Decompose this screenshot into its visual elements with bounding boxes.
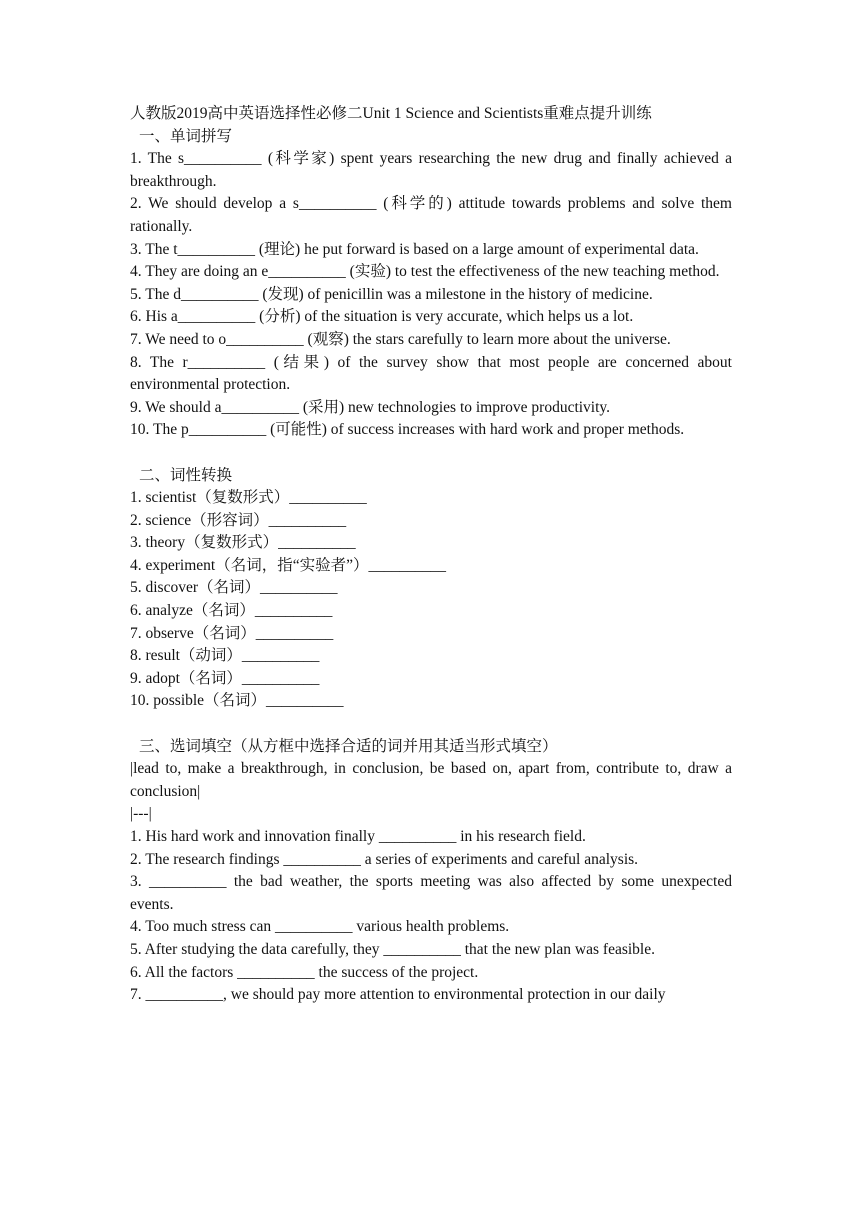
word-form-item: 7. observe（名词）__________: [130, 624, 334, 642]
fill-in-item: 7. __________, we should pay more attention to environmental protection in our daily: [130, 986, 666, 1004]
spelling-item: 8. The r__________ (结果) of the survey show that most people are concerned about environmental protection.: [130, 353, 732, 394]
word-form-item: 1. scientist（复数形式）__________: [130, 489, 367, 507]
word-form-item: 3. theory（复数形式）__________: [130, 534, 356, 552]
spelling-item: 7. We need to o__________ (观察) the stars carefully to learn more about the universe.: [130, 330, 671, 348]
section-heading-fill-in: 三、选词填空（从方框中选择合适的词并用其适当形式填空）: [139, 737, 558, 755]
section-heading-word-forms: 二、词性转换: [139, 466, 233, 484]
fill-in-item: 4. Too much stress can __________ various health problems.: [130, 918, 510, 936]
fill-in-item: 6. All the factors __________ the success of the project.: [130, 963, 479, 981]
document-page: [130, 103, 732, 1007]
word-form-item: 8. result（动词）__________: [130, 647, 320, 665]
word-form-item: 10. possible（名词）__________: [130, 692, 344, 710]
spelling-item: 10. The p__________ (可能性) of success increases with hard work and proper methods.: [130, 421, 685, 439]
section-gap: [130, 442, 732, 465]
spelling-item: 1. The s__________ (科学家) spent years researching the new drug and finally achieved a breakthrough.: [130, 150, 732, 190]
fill-in-item: 3. __________ the bad weather, the sports meeting was also affected by some unexpected events.: [130, 873, 732, 913]
word-form-item: 4. experiment（名词，指“实验者”）__________: [130, 556, 446, 574]
spelling-item: 4. They are doing an e__________ (实验) to test the effectiveness of the new teaching method.: [130, 263, 720, 281]
section-heading-spelling: 一、单词拼写: [139, 127, 233, 145]
word-form-item: 6. analyze（名词）__________: [130, 602, 333, 620]
word-form-item: 2. science（形容词）__________: [130, 511, 347, 529]
word-box-separator: |---|: [130, 805, 152, 823]
section-gap: [130, 713, 732, 736]
spelling-item: 3. The t__________ (理论) he put forward is based on a large amount of experimental data.: [130, 240, 699, 258]
fill-in-item: 5. After studying the data carefully, they __________ that the new plan was feasible.: [130, 940, 655, 958]
spelling-item: 9. We should a__________ (采用) new technologies to improve productivity.: [130, 398, 611, 416]
spelling-item: 5. The d__________ (发现) of penicillin was a milestone in the history of medicine.: [130, 285, 653, 303]
word-form-item: 9. adopt（名词）__________: [130, 669, 320, 687]
fill-in-item: 2. The research findings __________ a series of experiments and careful analysis.: [130, 850, 639, 868]
word-form-item: 5. discover（名词）__________: [130, 579, 338, 597]
spelling-item: 6. His a__________ (分析) of the situation is very accurate, which helps us a lot.: [130, 308, 634, 326]
word-box: |lead to, make a breakthrough, in conclusion, be based on, apart from, contribute to, draw a conclusion|: [130, 760, 732, 800]
document-title: 人教版2019高中英语选择性必修二Unit 1 Science and Scientists重难点提升训练: [130, 105, 652, 122]
fill-in-item: 1. His hard work and innovation finally __________ in his research field.: [130, 828, 586, 845]
spelling-item: 2. We should develop a s__________ (科学的) attitude towards problems and solve them rationally.: [130, 195, 732, 235]
